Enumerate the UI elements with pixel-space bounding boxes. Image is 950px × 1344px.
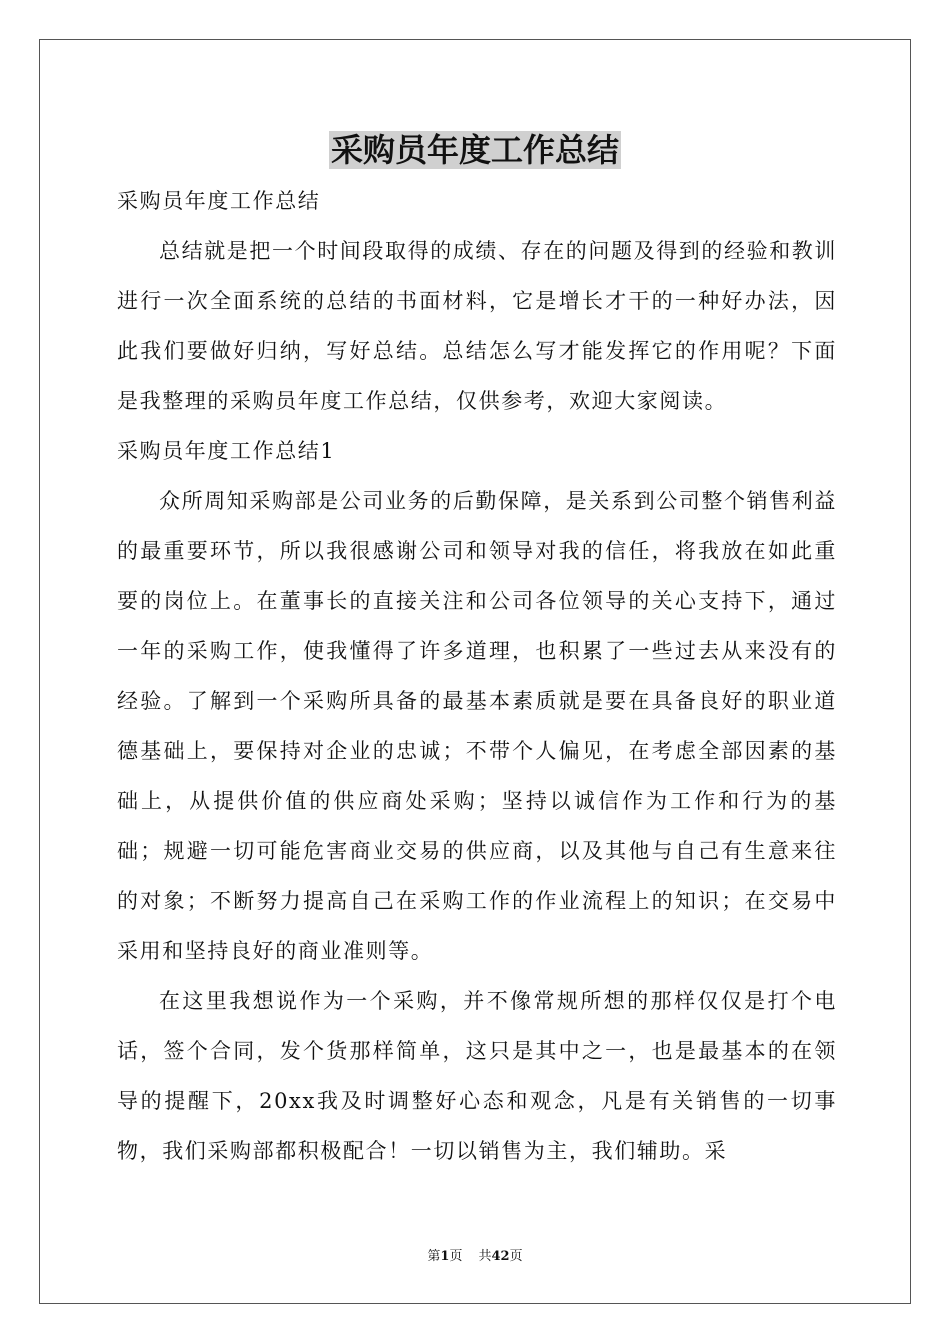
subtitle-heading: 采购员年度工作总结 (117, 189, 321, 213)
total-suffix: 页 (509, 1249, 523, 1264)
document-title-text: 采购员年度工作总结 (330, 131, 619, 169)
page-prefix: 第 (427, 1249, 441, 1264)
intro-paragraph: 总结就是把一个时间段取得的成绩、存在的问题及得到的经验和教训进行一次全面系统的总结的书面材料，它是增长才干的一种好办法，因此我们要做好归纳，写好总结。总结怎么写才能发挥它的作用呢？下面是我整理的采购员年度工作总结，仅供参考，欢迎大家阅读。 (117, 239, 837, 413)
body-paragraph: 在这里我想说作为一个采购，并不像常规所想的那样仅仅是打个电话，签个合同，发个货那样简单，这只是其中之一，也是最基本的在领导的提醒下，20xx我及时调整好心态和观念，凡是有关销售的一切事物，我们采购部都积极配合！一切以销售为主，我们辅助。采 (117, 989, 837, 1163)
page-number: 1 (440, 1249, 450, 1264)
section-heading: 采购员年度工作总结1 (117, 439, 336, 463)
total-prefix: 共 (478, 1249, 492, 1264)
total-pages: 42 (491, 1249, 510, 1264)
document-title (0, 126, 950, 174)
document-body (117, 176, 837, 1176)
body-paragraph: 众所周知采购部是公司业务的后勤保障，是关系到公司整个销售利益的最重要环节，所以我很感谢公司和领导对我的信任，将我放在如此重要的岗位上。在董事长的直接关注和公司各位领导的关心支持下，通过一年的采购工作，使我懂得了许多道理，也积累了一些过去从来没有的经验。了解到一个采购所具备的最基本素质就是要在具备良好的职业道德基础上，要保持对企业的忠诚；不带个人偏见，在考虑全部因素的基础上，从提供价值的供应商处采购；坚持以诚信作为工作和行为的基础；规避一切可能危害商业交易的供应商，以及其他与自己有生意来往的对象；不断努力提高自己在采购工作的作业流程上的知识；在交易中采用和坚持良好的商业准则等。 (117, 489, 837, 963)
page-footer (0, 1248, 950, 1266)
page-suffix: 页 (449, 1249, 463, 1264)
